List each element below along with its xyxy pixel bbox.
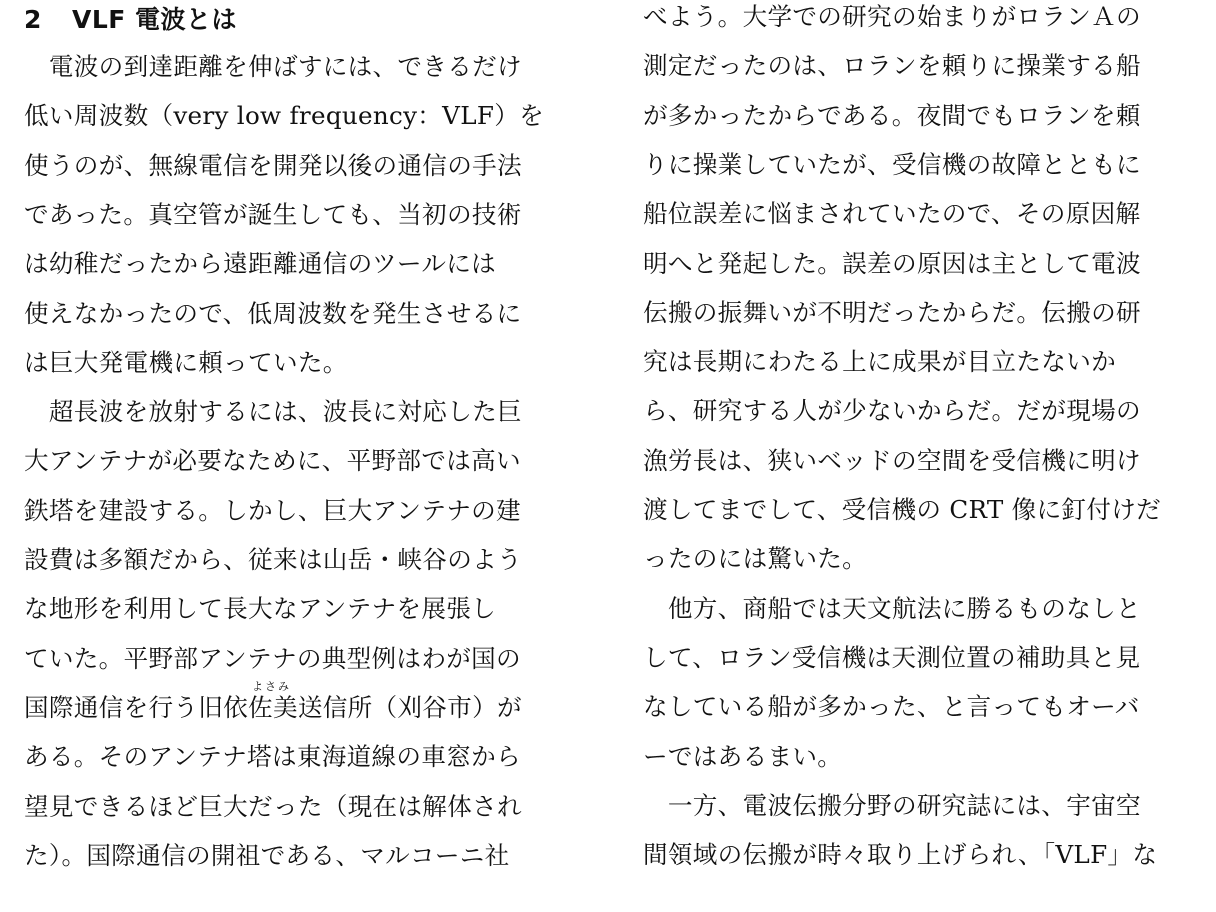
text-line: 渡してまでして、受信機の CRT 像に釘付けだ <box>643 495 1162 524</box>
section-heading <box>24 2 237 38</box>
text-line: 電波の到達距離を伸ばすには、できるだけ <box>24 52 522 81</box>
text-line: ったのには驚いた。 <box>643 544 868 574</box>
text-line: して、ロラン受信機は天測位置の補助具と見 <box>643 642 1141 672</box>
text-line: りに操業していたが、受信機の故障とともに <box>643 149 1141 179</box>
section-title: VLF 電波とは <box>72 5 238 34</box>
text-line: 漁労長は、狭いベッドの空間を受信機に明け <box>643 445 1141 475</box>
text-line: は幼稚だったから遠距離通信のツールには <box>24 249 496 279</box>
text-line: ら、研究する人が少ないからだ。だが現場の <box>643 396 1141 426</box>
furigana-yosami: よさみ <box>252 680 291 693</box>
text-line: 他方、商船では天文航法に勝るものなしと <box>643 593 1141 623</box>
text-line: 船位誤差に悩まされていたので、その原因解 <box>643 199 1141 229</box>
text-line: た）。国際通信の開祖である、マルコーニ社 <box>24 840 510 870</box>
text-line: 一方、電波伝搬分野の研究誌には、宇宙空 <box>643 790 1141 820</box>
text-line: 測定だったのは、ロランを頼りに操業する船 <box>643 51 1141 81</box>
text-line: 望見できるほど巨大だった（現在は解体され <box>24 791 522 821</box>
section-number: 2 <box>24 5 42 34</box>
text-line: 超長波を放射するには、波長に対応した巨 <box>24 397 522 427</box>
text-line: 間領域の伝搬が時々取り上げられ、「VLF」な <box>643 840 1158 870</box>
text-line: べよう。大学での研究の始まりがロランＡの <box>643 2 1141 31</box>
text-line: 使うのが、無線電信を開発以後の通信の手法 <box>24 150 522 180</box>
text-line: 大アンテナが必要なために、平野部では高い <box>24 446 521 476</box>
text-line: な地形を利用して長大なアンテナを展張し <box>24 594 496 624</box>
text-line: 国際通信を行う旧依佐美送信所（刈谷市）が <box>24 692 522 722</box>
text-line: 設費は多額だから、従来は山岳・峡谷のよう <box>24 545 522 574</box>
text-line: ーではあるまい。 <box>643 741 843 771</box>
text-line: 使えなかったので、低周波数を発生させるに <box>24 298 522 328</box>
text-line: であった。真空管が誕生しても、当初の技術 <box>24 199 522 229</box>
text-line: は巨大発電機に頼っていた。 <box>24 347 348 377</box>
text-line: 究は長期にわたる上に成果が目立たないか <box>643 347 1116 377</box>
text-line: ていた。平野部アンテナの典型例はわが国の <box>24 643 521 673</box>
text-line: 鉄塔を建設する。しかし、巨大アンテナの建 <box>24 495 521 525</box>
text-line: 伝搬の振舞いが不明だったからだ。伝搬の研 <box>643 297 1141 327</box>
text-line: 低い周波数（very low frequency：VLF）を <box>24 101 545 131</box>
text-line: 明へと発起した。誤差の原因は主として電波 <box>643 248 1141 278</box>
text-line: が多かったからである。夜間でもロランを頼 <box>643 100 1141 130</box>
text-line: なしている船が多かった、と言ってもオーバ <box>643 692 1140 722</box>
text-line: ある。そのアンテナ塔は東海道線の車窓から <box>24 742 521 772</box>
